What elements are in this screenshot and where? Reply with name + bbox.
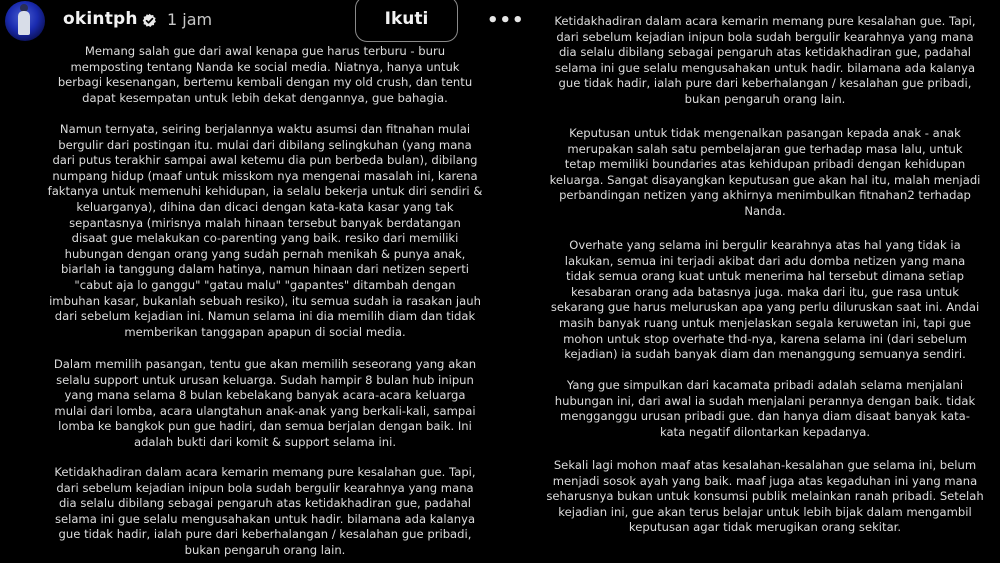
caption-line: selama ini gue selalu mengusahakan untuk hadir. bilamana ada kalanya	[54, 511, 476, 526]
caption-line: Ketidakhadiran dalam acara kemarin memang pure kesalahan gue. Tapi,	[554, 14, 976, 28]
caption-paragraph	[530, 126, 1000, 220]
caption-line: lakukan, semua ini terjadi akibat dari adu domba netizen yang mana	[564, 253, 966, 268]
caption-line: hubungan dengan orang yang sudah pernah menikah & punya anak,	[64, 246, 466, 261]
caption-line: gue tidak hadir, ialah pure dari keberhalangan / kesalahan gue pribadi,	[558, 76, 972, 91]
caption-line: disaat gue melakukan co-parenting yang baik. resiko dari memiliki	[71, 231, 459, 246]
caption-line: Ketidakhadiran dalam acara kemarin memang pure kesalahan gue. Tapi,	[54, 465, 476, 479]
caption-line: keluarga. Sangat disayangkan keputusan gue akan hal itu, malah menjadi	[549, 172, 981, 187]
caption-line: kata negatif dilontarkan kepadanya.	[659, 424, 871, 439]
caption-line: kejadian) ia sudah banyak diam dan menanggung semuanya sendiri.	[564, 347, 966, 362]
caption-line: kesabaran orang ada batasnya juga. maka dari itu, gue rasa untuk	[571, 284, 959, 299]
caption-line: tetap memiliki boundaries atas kehidupan pribadi dengan kehidupan	[564, 157, 966, 172]
more-options-icon[interactable]: •••	[487, 10, 525, 31]
avatar-figure-shape	[18, 11, 30, 35]
caption-line: "cabut aja lo ganggu" "gatau malu" "gapantes" ditambah dengan	[74, 277, 456, 292]
caption-paragraph	[530, 238, 1000, 363]
caption-line: kejadian ini, gue akan terus belajar untuk lebih bijak dalam mengambil	[558, 504, 972, 519]
caption-line: mulai dari lomba, acara ulangtahun anak-anak yang berkali-kali, sampai	[54, 403, 476, 418]
caption-paragraph	[530, 378, 1000, 440]
verified-badge-icon	[142, 13, 157, 28]
caption-line: Namun ternyata, seiring berjalannya waktu asumsi dan fitnahan mulai	[59, 122, 471, 136]
caption-line: yang mana selama 8 bulan kebelakang banyak acara-acara keluarga	[64, 388, 466, 403]
caption-line: lomba ke bangkok pun gue hadiri, dan semua berjalan dengan baik. Ini	[58, 419, 472, 434]
caption-line: perbandingan netizen yang akhirnya menimbulkan fitnahan2 terhadap	[559, 188, 971, 203]
caption-paragraph	[530, 14, 1000, 108]
caption-line: menjadi sosok ayah yang baik. maaf juga atas kegaduhan ini yang mana	[552, 473, 978, 488]
caption-line: berbagi kesenangan, bertemu kembali dengan my old crush, dan tentu	[57, 75, 473, 90]
caption-line: keputusan agar tidak merugikan orang sekitar.	[628, 520, 902, 535]
caption-paragraph	[0, 44, 530, 106]
caption-line: seharusnya bukan untuk konsumsi publik melainkan ranah pribadi. Setelah	[546, 489, 984, 504]
caption-line: dapat kesempatan untuk lebih dekat dengannya, gue bahagia.	[82, 90, 448, 105]
avatar[interactable]	[5, 1, 45, 41]
caption-line: Sekali lagi mohon maaf atas kesalahan-kesalahan gue selama ini, belum	[553, 458, 977, 472]
caption-line: dia selalu dibilang sebagai pengaruh atas ketidakhadiran gue, padahal	[558, 45, 972, 60]
post-time: 1 jam	[167, 10, 213, 29]
caption-paragraph	[0, 122, 530, 340]
caption-line: masih banyak ruang untuk menjelaskan segala keruwetan ini, tapi gue	[558, 315, 972, 330]
caption-line: bukan pengaruh orang lain.	[184, 542, 346, 557]
caption-line: Dalam memilih pasangan, tentu gue akan memilih seseorang yang akan	[53, 357, 477, 371]
caption-line: gue tidak hadir, ialah pure dari keberhalangan / kesalahan gue pribadi,	[58, 527, 472, 542]
caption-paragraph	[0, 465, 530, 559]
caption-line: mohon untuk stop overhate thd-nya, karena selama ini (dari sebelum	[563, 331, 967, 346]
caption-line: Keputusan untuk tidak mengenalkan pasangan kepada anak - anak	[569, 126, 961, 140]
caption-line: biarlah ia tanggung dalam hatinya, namun hinaan dari netizen seperti	[60, 262, 470, 277]
caption-line: dari sebelum kejadian ini. Namun selama ini dia memilih diam dan tidak	[54, 309, 476, 324]
caption-line: bukan pengaruh orang lain.	[684, 91, 846, 106]
caption-line: memberikan tanggapan apapun di social media.	[124, 324, 406, 339]
caption-line: Yang gue simpulkan dari kacamata pribadi adalah selama menjalani	[566, 378, 964, 392]
caption-line: Overhate yang selama ini bergulir kearahnya atas hal yang tidak ia	[569, 238, 961, 252]
caption-line: bergulir dari postingan itu. mulai dari dibilang selingkuhan (yang mana	[58, 137, 472, 152]
caption-line: Memang salah gue dari awal kenapa gue harus terburu - buru	[84, 44, 446, 58]
follow-button[interactable]: Ikuti	[355, 0, 458, 42]
caption-line: keluarganya), dihina dan dicaci dengan kata-kata kasar yang tak	[76, 199, 454, 214]
caption-line: mengganggu urusan pribadi gue. dan hanya diam disaat banyak kata-	[560, 409, 970, 424]
username[interactable]: okintph	[63, 9, 138, 29]
caption-paragraph	[0, 357, 530, 451]
caption-line: sekarang gue harus meluruskan apa yang perlu diluruskan saat ini. Andai	[550, 300, 980, 315]
caption-line: sepantasnya (mirisnya malah hinaan tersebut banyak berdatangan	[69, 215, 461, 230]
post-header	[0, 0, 530, 42]
caption-line: selalu support untuk urusan keluarga. Sudah hampir 8 bulan hub inipun	[56, 372, 474, 387]
caption-line: numpang hidup (maaf untuk misskom nya mengenai masalah ini, karena	[52, 168, 478, 183]
caption-line: tidak semua orang kuat untuk menerima hal tersebut dimana setiap	[565, 269, 965, 284]
caption-line: dari putus terakhir sampai awal ketemu dia pun berbeda bulan), dibilang	[52, 153, 478, 168]
caption-line: dari sebelum kejadian inipun bola sudah bergulir kearahnya yang mana	[56, 480, 474, 495]
right-screenshot-panel	[530, 0, 1000, 563]
caption-line: faktanya untuk memenuhi kehidupan, ia selalu bekerja untuk diri sendiri &	[47, 184, 483, 199]
caption-paragraph	[530, 458, 1000, 536]
caption-line: dari sebelum kejadian inipun bola sudah bergulir kearahnya yang mana	[556, 29, 974, 44]
caption-line: Nanda.	[744, 203, 786, 218]
caption-line: merupakan salah satu pembelajaran gue terhadap masa lalu, untuk	[567, 141, 963, 156]
caption-line: dia selalu dibilang sebagai pengaruh atas ketidakhadiran gue, padahal	[58, 496, 472, 511]
caption-line: hubungan ini, dari awal ia sudah menjalani perannya dengan baik. tidak	[554, 393, 976, 408]
caption-line: selama ini gue selalu mengusahakan untuk hadir. bilamana ada kalanya	[554, 60, 976, 75]
caption-line: imbuhan kasar, bukanlah sebuah resiko), itu semua sudah ia rasakan jauh	[49, 293, 481, 308]
caption-line: memposting tentang Nanda ke social media. Niatnya, hanya untuk	[70, 59, 460, 74]
caption-line: adalah bukti dari komit & support selama ini.	[133, 434, 397, 449]
